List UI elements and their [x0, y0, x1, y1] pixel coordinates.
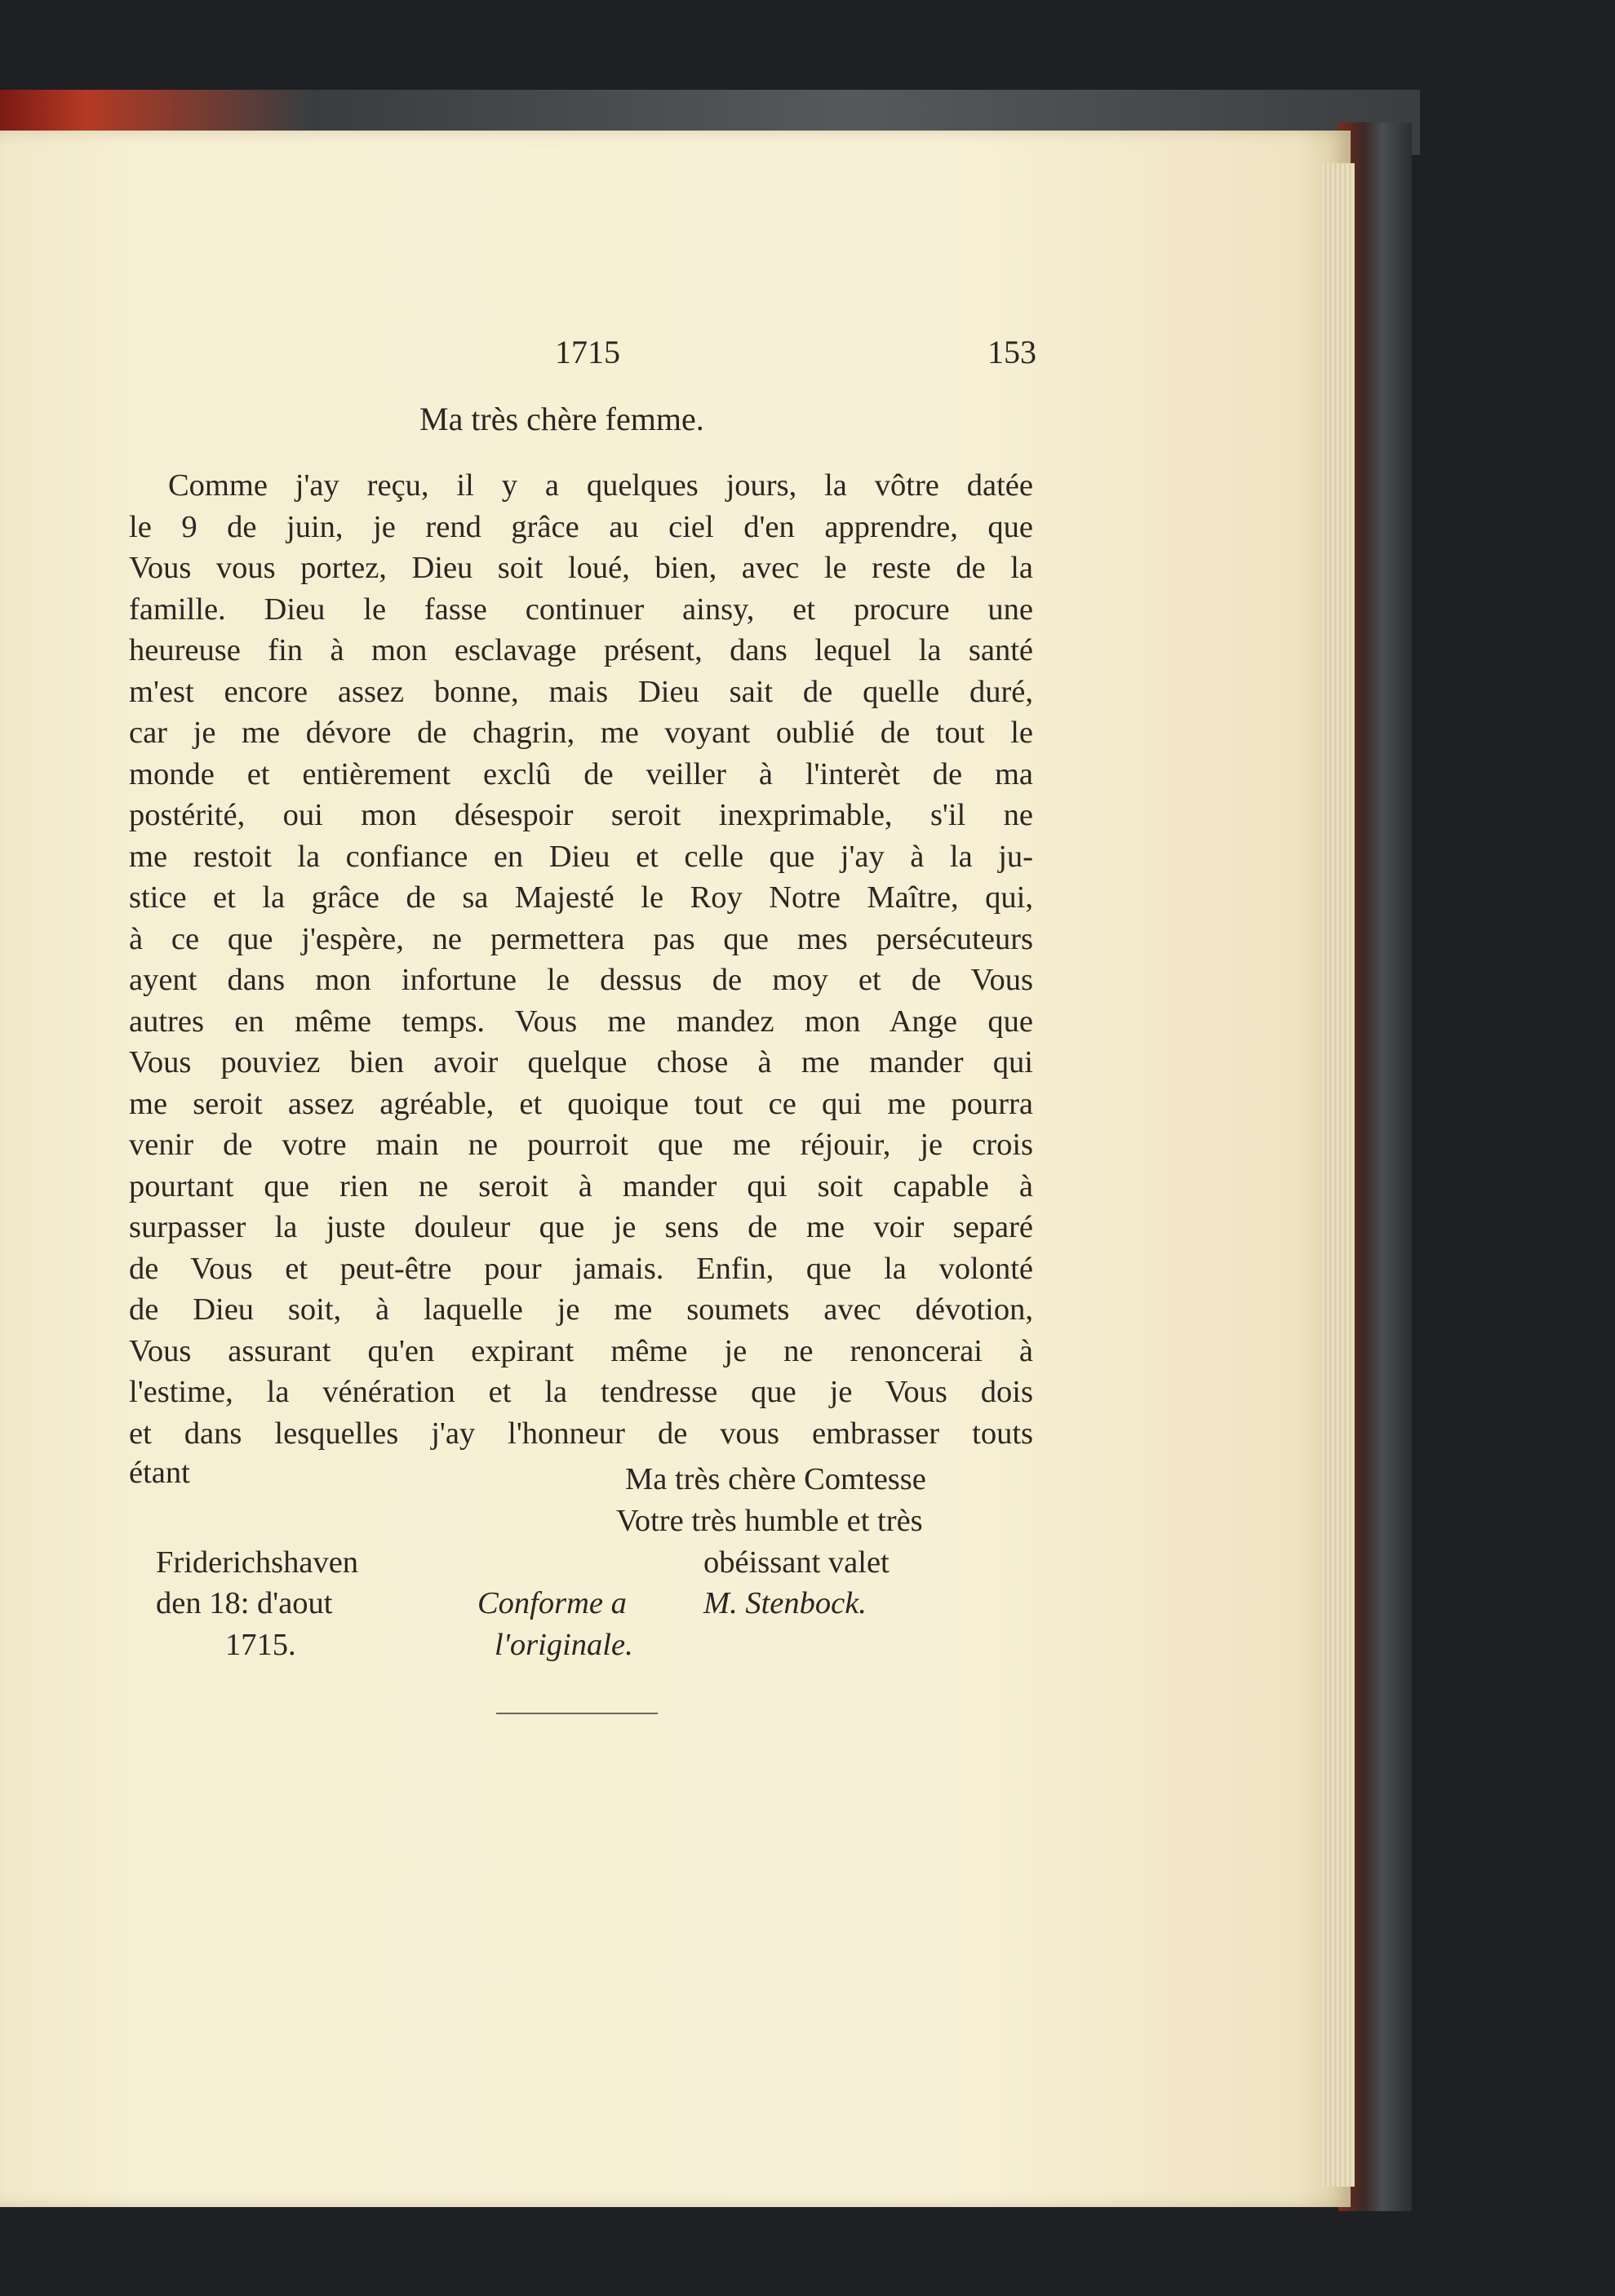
page-number: 153 — [987, 334, 1036, 370]
letter-place: Friderichshaven — [156, 1545, 359, 1580]
body-line: l'estime, la vénération et la tendresse que je Vous dois — [129, 1375, 1033, 1409]
body-line: me restoit la confiance en Dieu et celle que j'ay à la ju- — [129, 839, 1033, 874]
body-line: pourtant que rien ne seroit à mander qui soit capable à — [129, 1168, 1033, 1203]
body-line: autres en même temps. Vous me mandez mon Ange que — [129, 1004, 1033, 1039]
page-header — [0, 333, 1351, 382]
body-line: me seroit assez agréable, et quoique tout ce qui me pourra — [129, 1086, 1033, 1121]
letter-salutation: Ma très chère femme. — [419, 401, 704, 437]
body-line: Vous vous portez, Dieu soit loué, bien, avec le reste de la — [129, 551, 1033, 585]
conforme-note-2: l'originale. — [495, 1628, 633, 1662]
body-line: Vous assurant qu'en expirant même je ne renoncerai à — [129, 1333, 1033, 1368]
closing-line-3: obéissant valet — [703, 1545, 890, 1580]
letter-year: 1715. — [225, 1628, 296, 1662]
end-rule — [496, 1713, 658, 1714]
signature: M. Stenbock. — [703, 1586, 867, 1620]
body-line: ayent dans mon infortune le dessus de moy et de Vous — [129, 963, 1033, 997]
body-line: Comme j'ay reçu, il y a quelques jours, la vôtre datée — [168, 468, 1033, 503]
body-line: monde et entièrement exclû de veiller à l'interèt de ma — [129, 756, 1033, 791]
body-line: m'est encore assez bonne, mais Dieu sait de quelle duré, — [129, 674, 1033, 709]
letter-body — [129, 465, 1033, 1454]
header-year: 1715 — [555, 334, 620, 370]
closing-line-1: Ma très chère Comtesse — [625, 1462, 926, 1496]
body-line: le 9 de juin, je rend grâce au ciel d'en apprendre, que — [129, 509, 1033, 544]
body-line: de Dieu soit, à laquelle je me soumets avec dévotion, — [129, 1292, 1033, 1327]
body-line: heureuse fin à mon esclavage présent, dans lequel la santé — [129, 633, 1033, 667]
page-stack-edge — [1322, 163, 1355, 2187]
closing-etant: étant — [129, 1456, 190, 1490]
body-line: stice et la grâce de sa Majesté le Roy Notre Maître, qui, — [129, 880, 1033, 915]
body-line: venir de votre main ne pourroit que me réjouir, je crois — [129, 1128, 1033, 1162]
closing-line-2: Votre très humble et très — [616, 1504, 923, 1538]
body-line: surpasser la juste douleur que je sens de me voir separé — [129, 1210, 1033, 1244]
letter-date: den 18: d'aout — [156, 1586, 333, 1620]
body-line: et dans lesquelles j'ay l'honneur de vous embrasser touts — [129, 1416, 1033, 1451]
body-line: car je me dévore de chagrin, me voyant oublié de tout le — [129, 716, 1033, 750]
body-line: famille. Dieu le fasse continuer ainsy, et procure une — [129, 592, 1033, 627]
body-line: de Vous et peut-être pour jamais. Enfin, que la volonté — [129, 1251, 1033, 1286]
body-line: à ce que j'espère, ne permettera pas que mes persécuteurs — [129, 921, 1033, 956]
body-line: postérité, oui mon désespoir seroit inexprimable, s'il ne — [129, 798, 1033, 832]
conforme-note-1: Conforme a — [477, 1586, 627, 1620]
body-line: Vous pouviez bien avoir quelque chose à me mander qui — [129, 1045, 1033, 1079]
